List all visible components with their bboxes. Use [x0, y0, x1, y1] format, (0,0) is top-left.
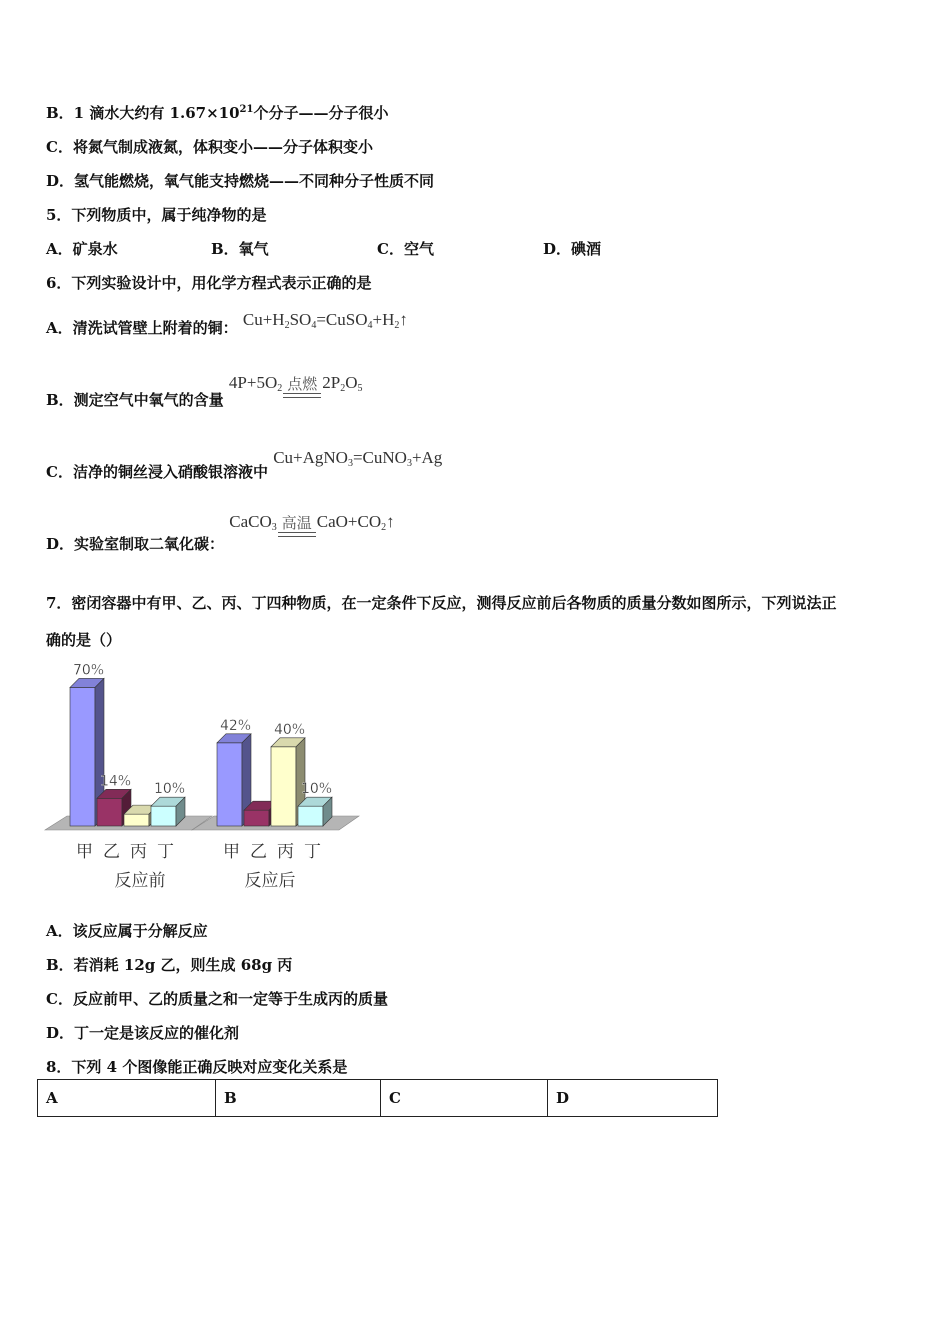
- q7-option-d: D．丁一定是该反应的催化剂: [46, 1024, 240, 1042]
- mass-fraction-bar-chart: [40, 656, 380, 896]
- q6-stem: 6．下列实验设计中，用化学方程式表示正确的是: [46, 274, 372, 292]
- bar-反应前-乙: [97, 798, 122, 826]
- q6-d-equation: CaCO$_3$ 高温 $CaO+CO_2↑$: [229, 512, 394, 531]
- group-label: 反应前: [114, 871, 166, 891]
- q5-stem: 5．下列物质中，属于纯净物的是: [46, 206, 267, 224]
- q8-answer-table: [37, 1079, 718, 1117]
- table-cell-a: A: [38, 1080, 216, 1117]
- q4-option-d: D．氢气能燃烧，氧气能支持燃烧——不同种分子性质不同: [46, 172, 435, 190]
- table-cell-c: C: [381, 1080, 548, 1117]
- q5-option-a: A．矿泉水: [46, 240, 118, 258]
- bar-反应后-丙: [271, 747, 296, 826]
- category-label: 丙: [277, 842, 294, 862]
- q4-option-c: C．将氮气制成液氮，体积变小——分子体积变小: [46, 138, 373, 156]
- q6-option-a: A．清洗试管壁上附着的铜： $Cu+H_2SO_4=CuSO_4+H_2↑$: [46, 310, 408, 337]
- q7-option-b: B．若消耗 12g 乙，则生成 68g 丙: [46, 956, 293, 974]
- bar-反应后-丁: [298, 806, 323, 826]
- q6-b-equation: $4P+5O_2$ 点燃 $2P_2O_5$: [229, 373, 363, 392]
- category-label: 甲: [223, 842, 240, 862]
- bar-反应后-乙: [244, 810, 269, 826]
- q8-stem: 8．下列 4 个图像能正确反映对应变化关系是: [46, 1058, 348, 1076]
- table-row: [38, 1080, 718, 1117]
- data-label: 14%: [99, 773, 132, 790]
- q6-option-b: B．测定空气中氧气的含量 $4P+5O_2$ 点燃 $2P_2O_5$: [46, 373, 363, 409]
- q6-a-equation: $Cu+H_2SO_4=CuSO_4+H_2↑$: [242, 310, 408, 331]
- category-label: 甲: [76, 842, 93, 862]
- data-label: 10%: [300, 781, 333, 798]
- category-label: 乙: [103, 842, 120, 862]
- q7-stem-line2: 确的是（）: [46, 631, 122, 649]
- category-label: 丁: [304, 842, 321, 862]
- q4-option-b: B．1 滴水大约有 $1.67\times 10^{21}$个分子——分子很小: [46, 104, 389, 122]
- bar-反应后-甲: [217, 743, 242, 826]
- category-label: 丙: [130, 842, 147, 862]
- reaction-condition-ignite: 点燃: [283, 375, 321, 398]
- q5-option-c: C．空气: [377, 240, 434, 258]
- q5-option-b: B．氧气: [211, 240, 269, 258]
- bar-反应前-丁: [151, 806, 176, 826]
- data-label: 40%: [273, 721, 306, 738]
- category-label: 乙: [250, 842, 267, 862]
- q7-stem-line1: 7．密闭容器中有甲、乙、丙、丁四种物质，在一定条件下反应，测得反应前后各物质的质量分数如图所示，下列说法正: [46, 594, 837, 612]
- q7-option-a: A．该反应属于分解反应: [46, 922, 208, 940]
- bar-反应前-丙: [124, 814, 149, 826]
- q6-option-d: D．实验室制取二氧化碳： CaCO$_3$ 高温 $CaO+CO_2↑$: [46, 512, 395, 553]
- q4-option-b-exponent: 21: [239, 104, 254, 115]
- category-label: 丁: [157, 842, 174, 862]
- bar-反应前-甲: [70, 687, 95, 826]
- q5-option-d: D．碘酒: [543, 240, 602, 258]
- q6-c-equation: Cu+AgNO$_3$=CuNO$_3$+Ag: [273, 448, 443, 469]
- q6-option-c: C．洁净的铜丝浸入硝酸银溶液中 Cu+AgNO$_3$=CuNO$_3$+Ag: [46, 448, 443, 481]
- table-cell-b: B: [216, 1080, 381, 1117]
- data-label: 70%: [72, 662, 105, 679]
- data-label: 42%: [219, 717, 252, 734]
- data-label: 10%: [153, 781, 186, 798]
- q7-option-c: C．反应前甲、乙的质量之和一定等于生成丙的质量: [46, 990, 388, 1008]
- group-label: 反应后: [244, 871, 296, 891]
- table-cell-d: D: [548, 1080, 718, 1117]
- reaction-condition-high-temp: 高温: [278, 514, 316, 537]
